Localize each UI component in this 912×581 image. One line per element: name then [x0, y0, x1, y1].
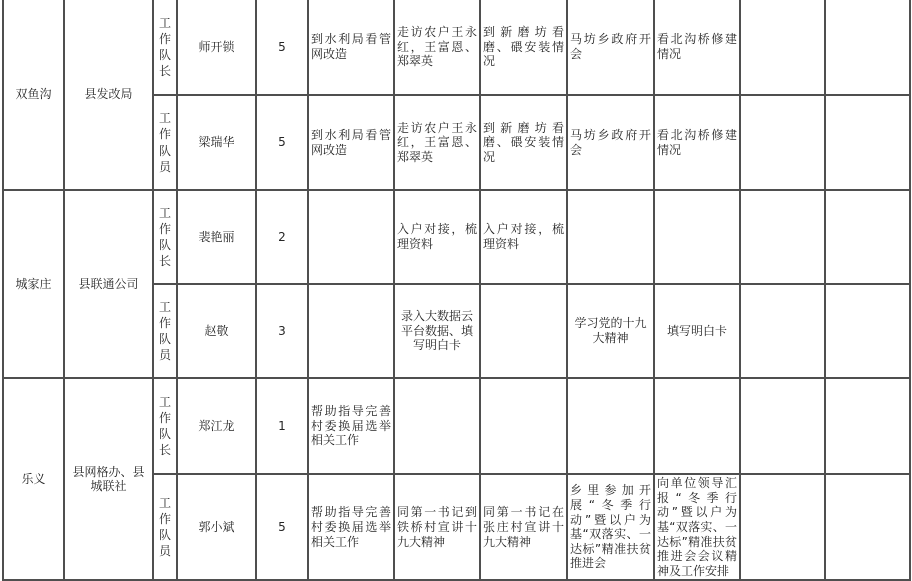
role-vertical-text: 工作队员 — [158, 495, 171, 559]
task-cell: 到新磨坊看磨、碨安装情况 — [480, 0, 567, 95]
empty-task-cell — [308, 190, 394, 284]
task-cell: 入户对接，梳理资料 — [480, 190, 567, 284]
task-cell: 马坊乡政府开会 — [567, 95, 654, 190]
empty-task-cell — [825, 284, 910, 378]
member-name-cell: 梁瑞华 — [177, 95, 256, 190]
role-vertical-text: 工作队长 — [158, 205, 171, 269]
task-cell: 填写明白卡 — [654, 284, 740, 378]
empty-task-cell — [740, 190, 825, 284]
member-name-cell: 郭小斌 — [177, 474, 256, 580]
days-cell: 1 — [256, 378, 308, 474]
empty-task-cell — [825, 378, 910, 474]
unit-cell: 县联通公司 — [64, 190, 153, 378]
role-cell — [153, 284, 177, 378]
task-cell: 看北沟桥修建情况 — [654, 95, 740, 190]
empty-task-cell — [825, 190, 910, 284]
role-vertical-text: 工作队员 — [158, 111, 171, 174]
empty-task-cell — [825, 0, 910, 95]
empty-task-cell — [740, 474, 825, 580]
empty-task-cell — [480, 284, 567, 378]
village-cell: 双鱼沟 — [3, 0, 64, 190]
village-cell: 城家庄 — [3, 190, 64, 378]
role-cell — [153, 0, 177, 95]
member-row — [3, 0, 910, 95]
task-cell: 看北沟桥修建情况 — [654, 0, 740, 95]
days-cell: 5 — [256, 474, 308, 580]
empty-task-cell — [394, 378, 480, 474]
empty-task-cell — [567, 190, 654, 284]
days-cell: 3 — [256, 284, 308, 378]
task-cell: 入户对接，梳理资料 — [394, 190, 480, 284]
task-cell: 乡里参加开展“冬季行动”暨以户为基“双落实、一达标”精准扶贫推进会 — [567, 474, 654, 580]
member-name-cell: 师开锁 — [177, 0, 256, 95]
village-cell: 乐义 — [3, 378, 64, 580]
days-cell: 5 — [256, 0, 308, 95]
task-cell: 向单位领导汇报“冬季行动”暨以户为基“双落实、一达标”精准扶贫推进会会议精神及工作安排 — [654, 474, 740, 580]
task-cell: 走访农户王永红，王富恩、郑翠英 — [394, 0, 480, 95]
role-cell — [153, 95, 177, 190]
member-name-cell: 裴艳丽 — [177, 190, 256, 284]
empty-task-cell — [740, 284, 825, 378]
empty-task-cell — [740, 0, 825, 95]
task-cell: 学习党的十九大精神 — [567, 284, 654, 378]
task-cell: 到水利局看管网改造 — [308, 95, 394, 190]
task-cell: 帮助指导完善村委换届选举相关工作 — [308, 378, 394, 474]
task-cell: 走访农户王永红，王富恩、郑翠英 — [394, 95, 480, 190]
role-cell — [153, 474, 177, 580]
task-cell: 到新磨坊看磨、碨安装情况 — [480, 95, 567, 190]
empty-task-cell — [654, 190, 740, 284]
empty-task-cell — [825, 474, 910, 580]
empty-task-cell — [567, 378, 654, 474]
days-cell: 5 — [256, 95, 308, 190]
empty-task-cell — [825, 95, 910, 190]
member-name-cell: 郑江龙 — [177, 378, 256, 474]
task-cell: 马坊乡政府开会 — [567, 0, 654, 95]
member-name-cell: 赵敬 — [177, 284, 256, 378]
empty-task-cell — [308, 284, 394, 378]
task-cell: 录入大数据云平台数据、填写明白卡 — [394, 284, 480, 378]
role-cell — [153, 378, 177, 474]
unit-cell: 县网格办、县城联社 — [64, 378, 153, 580]
member-row — [3, 190, 910, 284]
work-log-table — [2, 0, 911, 581]
task-cell: 同第一书记在张庄村宣讲十九大精神 — [480, 474, 567, 580]
unit-cell: 县发改局 — [64, 0, 153, 190]
role-vertical-text: 工作队员 — [158, 299, 171, 363]
role-vertical-text: 工作队长 — [158, 394, 171, 458]
empty-task-cell — [740, 95, 825, 190]
role-cell — [153, 190, 177, 284]
empty-task-cell — [480, 378, 567, 474]
member-row — [3, 378, 910, 474]
task-cell: 同第一书记到铁桥村宣讲十九大精神 — [394, 474, 480, 580]
empty-task-cell — [740, 378, 825, 474]
empty-task-cell — [654, 378, 740, 474]
days-cell: 2 — [256, 190, 308, 284]
role-vertical-text: 工作队长 — [158, 15, 171, 79]
task-cell: 到水利局看管网改造 — [308, 0, 394, 95]
task-cell: 帮助指导完善村委换届选举相关工作 — [308, 474, 394, 580]
